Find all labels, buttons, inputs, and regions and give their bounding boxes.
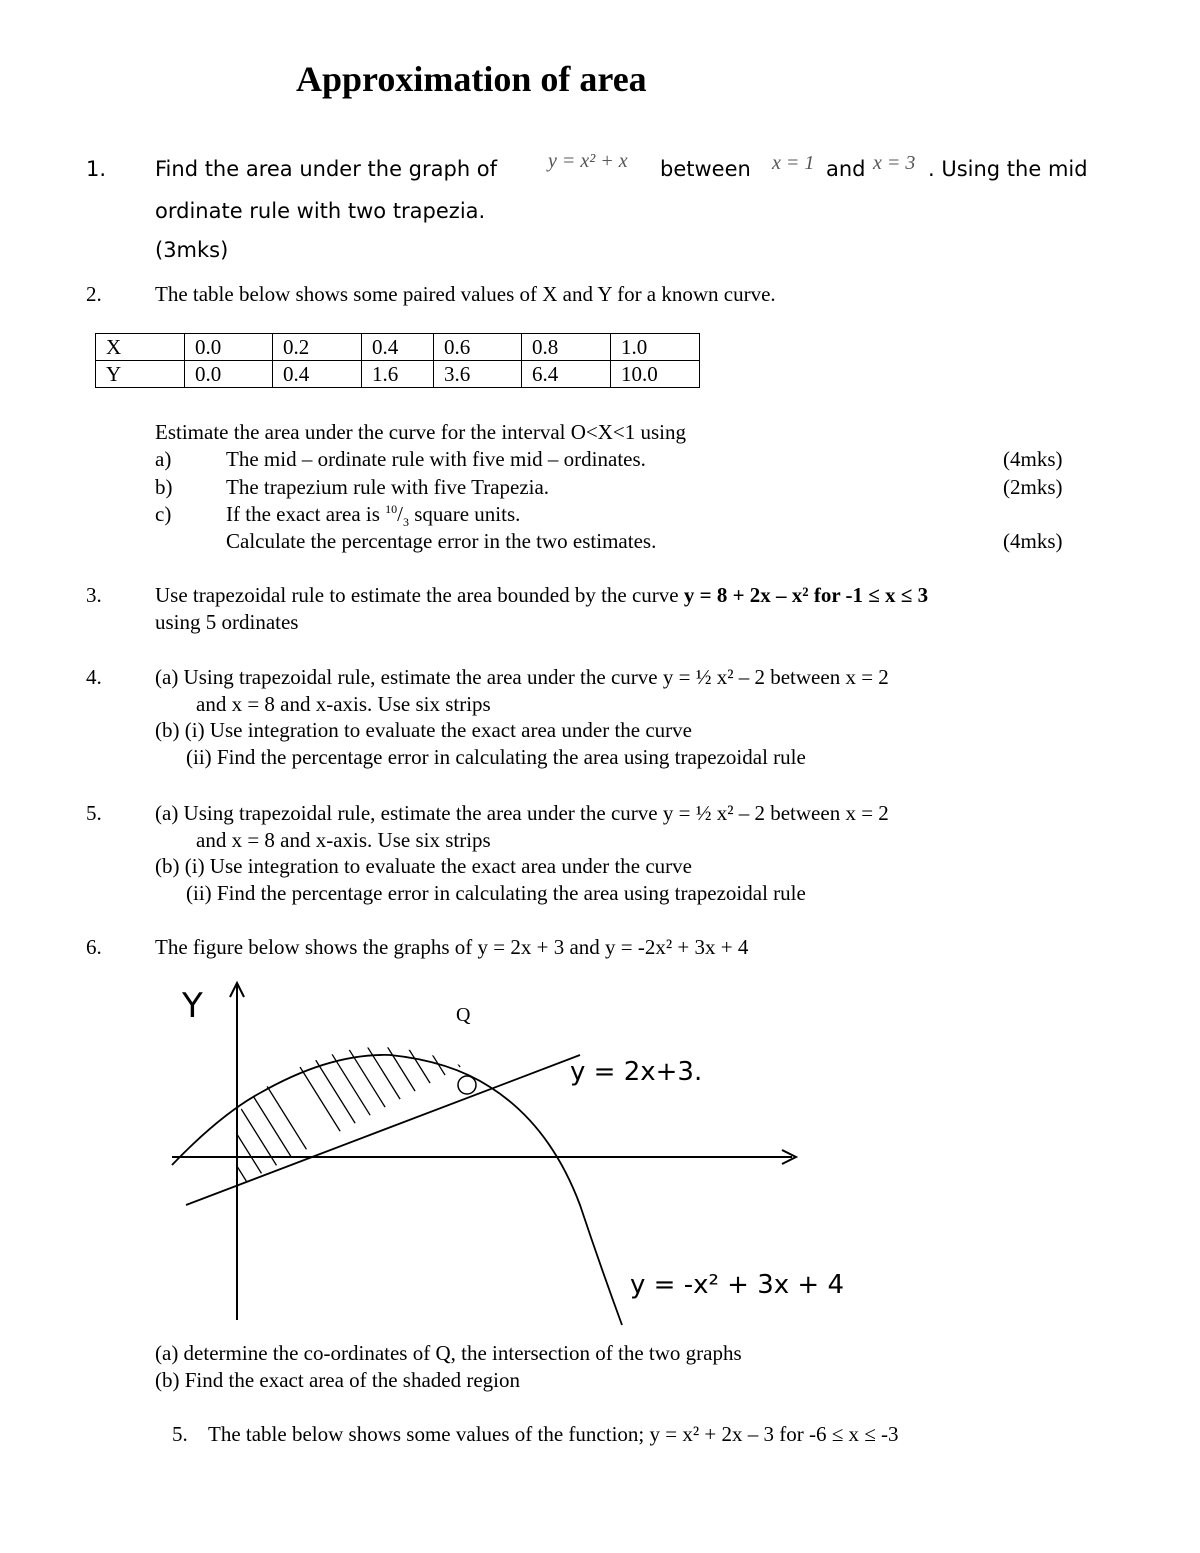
question-text: Find the area under the graph of xyxy=(155,157,498,181)
fraction-numerator: 10 xyxy=(385,502,398,516)
question-text: using 5 ordinates xyxy=(155,610,299,634)
question-number: 1. xyxy=(86,157,107,181)
table-cell: 0.4 xyxy=(273,361,362,388)
curve-label: y = -x² + 3x + 4 xyxy=(630,1270,844,1300)
question-text: and x = 8 and x-axis. Use six strips xyxy=(196,692,491,716)
table-cell: 1.6 xyxy=(362,361,434,388)
question-number: 5. xyxy=(86,801,102,825)
part-label: b) xyxy=(155,475,173,499)
marks: (4mks) xyxy=(1003,447,1063,471)
point-label: Q xyxy=(456,1004,471,1026)
table-cell: 1.0 xyxy=(611,334,700,361)
question-text: and x = 8 and x-axis. Use six strips xyxy=(196,828,491,852)
part-text: If the exact area is $^{10}/_3$ square units. xyxy=(226,502,521,530)
shaded-region xyxy=(160,1035,540,1235)
question-number: 5. xyxy=(172,1422,188,1446)
marks: (2mks) xyxy=(1003,475,1063,499)
line-graph xyxy=(186,1055,580,1205)
question-number: 6. xyxy=(86,935,102,959)
question-text: (a) determine the co-ordinates of Q, the intersection of the two graphs xyxy=(155,1341,742,1365)
question-text: (b) Find the exact area of the shaded region xyxy=(155,1368,521,1392)
equation: y = x² + x xyxy=(548,150,628,172)
y-axis-label: Y xyxy=(182,986,203,1026)
table-cell: 0.0 xyxy=(185,334,273,361)
question-text xyxy=(155,583,928,608)
equation: x = 1 xyxy=(772,152,815,174)
table-cell: 10.0 xyxy=(611,361,700,388)
question-text: and xyxy=(826,157,866,181)
question-text-main: Use trapezoidal rule to estimate the area bounded by the curve xyxy=(155,583,679,607)
part-label: a) xyxy=(155,447,172,471)
question-text: The table below shows some paired values of X and Y for a known curve. xyxy=(155,282,776,306)
table-cell: 0.4 xyxy=(362,334,434,361)
marks: (3mks) xyxy=(155,238,229,262)
question-text: (b) (i) Use integration to evaluate the exact area under the curve xyxy=(155,718,692,742)
table-cell: Y xyxy=(96,361,185,388)
question-text: between xyxy=(660,157,751,181)
fraction-denominator: 3 xyxy=(403,515,409,530)
part-text-pre: If the exact area is xyxy=(226,502,380,526)
table-cell: X xyxy=(96,334,185,361)
question-text: (ii) Find the percentage error in calculating the area using trapezoidal rule xyxy=(186,881,806,905)
table-cell: 0.2 xyxy=(273,334,362,361)
data-table xyxy=(95,333,700,388)
question-text: ordinate rule with two trapezia. xyxy=(155,199,486,223)
question-text: (ii) Find the percentage error in calculating the area using trapezoidal rule xyxy=(186,745,806,769)
question-number: 2. xyxy=(86,282,102,306)
table-cell: 0.8 xyxy=(522,334,611,361)
question-text: (a) Using trapezoidal rule, estimate the area under the curve y = ½ x² – 2 between x = 2 xyxy=(155,665,889,689)
graph-figure xyxy=(160,975,860,1330)
table-row xyxy=(96,334,700,361)
table-cell: 0.0 xyxy=(185,361,273,388)
intersection-marker xyxy=(458,1076,476,1094)
question-text: . Using the mid xyxy=(928,157,1088,181)
table-cell: 6.4 xyxy=(522,361,611,388)
part-text: The mid – ordinate rule with five mid – ordinates. xyxy=(226,447,646,471)
part-label: c) xyxy=(155,502,172,526)
table-row xyxy=(96,361,700,388)
question-text: (b) (i) Use integration to evaluate the exact area under the curve xyxy=(155,854,692,878)
page-title: Approximation of area xyxy=(296,59,647,99)
part-text: The trapezium rule with five Trapezia. xyxy=(226,475,550,499)
question-number: 4. xyxy=(86,665,102,689)
line-label: y = 2x+3. xyxy=(570,1057,703,1087)
table-cell: 0.6 xyxy=(434,334,522,361)
part-text-post: square units. xyxy=(414,502,521,526)
question-text: Estimate the area under the curve for the interval O<X<1 using xyxy=(155,420,686,444)
equation: x = 3 xyxy=(873,152,916,174)
question-text: The figure below shows the graphs of y = 2x + 3 and y = -2x² + 3x + 4 xyxy=(155,935,749,959)
part-text: Calculate the percentage error in the two estimates. xyxy=(226,529,657,553)
question-text: (a) Using trapezoidal rule, estimate the area under the curve y = ½ x² – 2 between x = 2 xyxy=(155,801,889,825)
question-text: The table below shows some values of the function; y = x² + 2x – 3 for -6 ≤ x ≤ -3 xyxy=(208,1422,899,1446)
equation: y = 8 + 2x – x² for -1 ≤ x ≤ 3 xyxy=(683,583,929,607)
question-number: 3. xyxy=(86,583,102,607)
marks: (4mks) xyxy=(1003,529,1063,553)
table-cell: 3.6 xyxy=(434,361,522,388)
